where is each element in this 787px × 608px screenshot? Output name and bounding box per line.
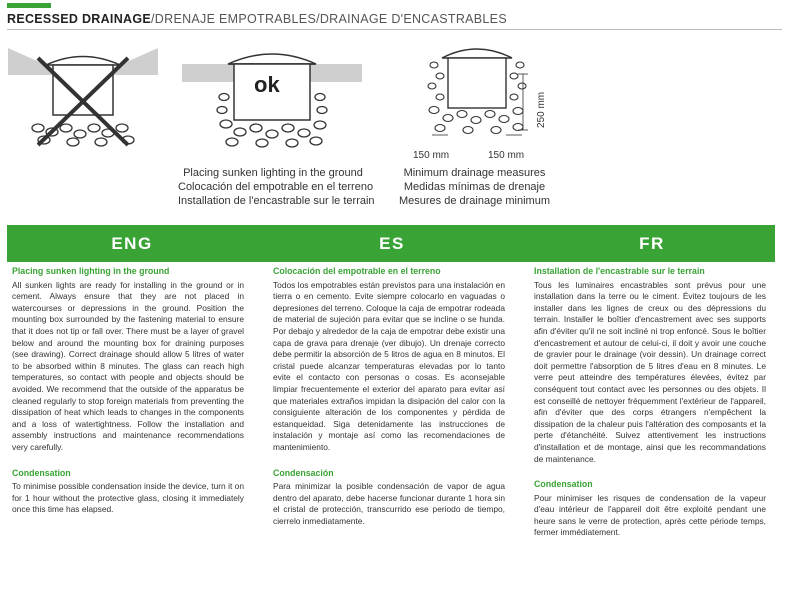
dim-right: 150 mm [488, 150, 525, 161]
es-title: Colocación del empotrable en el terreno [273, 266, 441, 276]
lang-fr: FR [639, 234, 665, 253]
es-condensation-body: Para minimizar la posible condensación de vapor de agua dentro del aparato, debe hacerse funcionar durante 1 hora sin el cristal de protección, transcurrido ese periodo de tiempo, cierrelo inmediatamente. [273, 481, 505, 526]
caption-minimum-fr: Mesures de drainage minimum [398, 195, 550, 207]
caption-placing-fr: Installation de l'encastrable sur le terrain [178, 195, 375, 207]
caption-minimum [392, 166, 557, 208]
dim-left: 150 mm [413, 150, 450, 161]
column-eng [12, 266, 244, 516]
eng-title: Placing sunken lighting in the ground [12, 266, 170, 276]
language-bar [7, 225, 775, 262]
dim-height: 250 mm [536, 91, 547, 128]
es-condensation-title: Condensación [273, 467, 334, 478]
eng-body: All sunken lights are ready for installing in the ground or in cement. Always ensure that they are not placed in watercourses or depressions in the ground. Position the mounting box surrounded by the fastening material to ensure that it does not tip or fall over. There must be a layer of gravel below and around the mounting box for draining purposes (see drawing). Correct drainage should allow 5 litres of water to be absorbed within 8 minutes. The glass can reach high temperatures, so contact with people and objects should be avoided. We recommend that the outside of the apparatus be cleaned regularly to stop foreign materials from preventing the dissipation of heat which leads to changes in the components and a loss of watertightness. Follow the installation and assembly instructions and maintenance recommendations very carefully. [12, 279, 244, 452]
eng-condensation-title: Condensation [12, 467, 71, 478]
caption-minimum-es: Medidas mínimas de drenaje [403, 181, 546, 193]
column-es [273, 266, 505, 527]
ok-label: ok [254, 72, 280, 97]
lang-eng: ENG [111, 234, 153, 253]
fr-title: Installation de l'encastrable sur le terrain [534, 266, 705, 276]
wrong-installation-figure [8, 40, 158, 155]
caption-minimum-en: Minimum drainage measures [403, 167, 546, 179]
page-heading [7, 12, 507, 26]
heading-rest: /DRENAJE EMPOTRABLES/DRAINAGE D'ENCASTRABLES [151, 12, 507, 26]
correct-installation-figure [182, 42, 362, 152]
es-body: Todos los empotrables están previstos para una instalación en tierra o en cemento. Evite siempre colocarlo en vaguadas o depresiones del terreno. Coloque la caja de empotrar rodeada de material de sujeción para evitar que se incline o se hunda. Por debajo y alrededor de la caja de empotrar debe existir una capa de grava para drenaje (ver dibujo). Un drenaje correcto debe permitir la absorción de 5 litros de agua en 8 minutos. El cristal puede alcanzar temperaturas elevadas por lo tanto evite el contacto con personas o cosas. Es aconsejable limpiar frecuentemente el exterior del aparato para evitar así que materiales extraños impidan la disipación del calor con la consiguiente alteración de los componentes y pérdida de estanqueidad. Siga detenidamente las instrucciones de instalación y montaje así como las recomendaciones de mantenimiento. [273, 279, 505, 452]
heading-strong: RECESSED DRAINAGE [7, 12, 152, 26]
height-dimension-line [516, 72, 530, 132]
fr-condensation-body: Pour minimiser les risques de condensation de la vapeur d'eau intérieur de l'appareil doit être exploité pendant une heure sans le verre de protection, après cette période temps, fermer immédiatement. [534, 492, 766, 538]
heading-divider [7, 29, 782, 30]
lang-es: ES [379, 234, 405, 253]
caption-placing-es: Colocación del empotrable en el terreno [178, 181, 374, 193]
fr-body: Tous les luminaires encastrables sont prévus pour une installation dans la terre ou le ciment. Évitez toujours de les installer dans les lignes de creux ou des dépressions du terrain. Installer le boîtier d'encastrement avec ses supports afin d'éviter qu'il ne soit incliné ni trop enfoncé. Sous le boîtier d'encastrement et autour de celui-ci, il doit y avoir une couche de gravier pour le drainage (voir dessin). Un drainage correct doit permettre l'absorption de 5 litres d'eau en 8 minutes. Le verre peut atteindre des températures élevées, évitez par conséquent tout contact avec les personnes ou des objets. Il est conseillé de nettoyer fréquemment l'extérieur de l'appareil, afin d'éviter que des corps étrangers n'empêchent la dissipation de la chaleur puis l'altération des composants et la perte d'étanchéité. Suivez attentivement les instructions d'installation et de montage, ainsi que les recommandations de maintenance. [534, 279, 766, 464]
column-fr [534, 266, 766, 539]
fr-condensation-title: Condensation [534, 479, 593, 490]
accent-bar [7, 3, 51, 8]
eng-condensation-body: To minimise possible condensation inside the device, turn it on for 1 hour without the protective glass, closing it immediately once this time has elapsed. [12, 481, 244, 515]
caption-placing [178, 166, 375, 208]
caption-placing-en: Placing sunken lighting in the ground [183, 167, 363, 179]
